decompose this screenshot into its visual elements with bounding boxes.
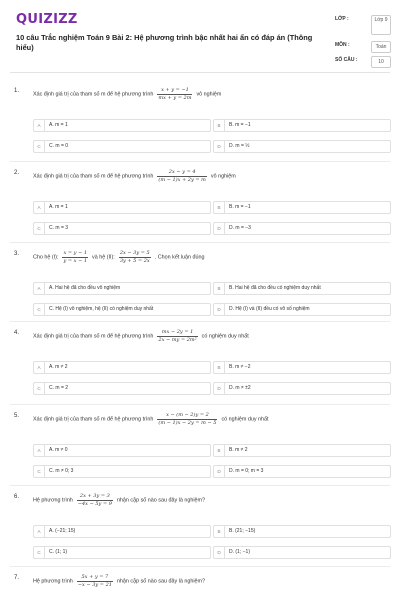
question-text-before: Hệ phương trình bbox=[33, 578, 73, 585]
option-text: C. m ≠ 0; 3 bbox=[49, 468, 74, 474]
answer-option-d[interactable] bbox=[213, 303, 391, 316]
answer-option-c[interactable] bbox=[33, 465, 211, 478]
question-number: 7. bbox=[14, 575, 20, 581]
option-letter-box: B bbox=[214, 445, 225, 456]
option-letter-box: A bbox=[34, 526, 45, 537]
option-letter-box: C bbox=[34, 547, 45, 558]
answer-option-d[interactable] bbox=[213, 546, 391, 559]
quizizz-logo: QUIZIZZ bbox=[16, 12, 78, 27]
answer-option-a[interactable] bbox=[33, 201, 211, 214]
worksheet-title: 10 câu Trắc nghiệm Toán 9 Bài 2: Hệ phương trình bậc nhất hai ẩn có đáp án (Thông hiểu) bbox=[16, 33, 313, 52]
system-equation: mx − 2y = 1 bbox=[157, 329, 197, 337]
system-equation: 2x − 3y = 5 bbox=[119, 250, 150, 256]
option-text: B. m ≠ −2 bbox=[229, 364, 251, 370]
equation-system bbox=[157, 329, 197, 344]
question-number: 3. bbox=[14, 251, 20, 257]
question-text-after: nhận cặp số nào sau đây là nghiệm? bbox=[116, 578, 206, 585]
question-text bbox=[33, 250, 205, 265]
answer-option-a[interactable] bbox=[33, 525, 211, 538]
system-equation: 5x + y = 7 bbox=[77, 574, 113, 582]
equation-system-2 bbox=[119, 250, 151, 265]
option-letter-box: D bbox=[214, 547, 225, 558]
option-letter-box: D bbox=[214, 304, 225, 315]
system-equation: −4x − 5y = 9 bbox=[77, 501, 112, 507]
option-text: A. Hai hệ đã cho đều vô nghiệm bbox=[49, 285, 121, 291]
class-label: LỚP : bbox=[335, 16, 349, 22]
answer-option-a[interactable] bbox=[33, 444, 211, 457]
system-equation: y = x − 1 bbox=[63, 258, 88, 264]
answer-option-b[interactable] bbox=[213, 119, 391, 132]
question-text-after: có nghiệm duy nhất bbox=[201, 333, 249, 340]
answer-option-d[interactable] bbox=[213, 140, 391, 153]
question-text bbox=[33, 574, 205, 589]
question-text-before: Xác định giá trị của tham số m để hệ phương trình bbox=[33, 416, 154, 423]
question-number: 5. bbox=[14, 413, 20, 419]
question-text bbox=[33, 169, 236, 184]
option-text: A. (−21; 15) bbox=[49, 528, 76, 534]
answer-option-c[interactable] bbox=[33, 546, 211, 559]
option-text: D. m = −3 bbox=[229, 225, 251, 231]
answer-option-d[interactable] bbox=[213, 382, 391, 395]
answer-option-a[interactable] bbox=[33, 119, 211, 132]
system-equation: mx + y = 2m bbox=[158, 95, 192, 101]
option-text: A. m = 1 bbox=[49, 204, 68, 210]
question-text-before: Xác định giá trị của tham số m để hệ phương trình bbox=[33, 91, 154, 98]
question-text-before: Xác định giá trị của tham số m để hệ phương trình bbox=[33, 333, 154, 340]
subject-label: MÔN : bbox=[335, 42, 350, 48]
option-text: A. m = 1 bbox=[49, 122, 68, 128]
option-letter-box: D bbox=[214, 383, 225, 394]
answer-option-b[interactable] bbox=[213, 525, 391, 538]
option-text: C. Hệ (I) vô nghiệm, hệ (II) có nghiệm duy nhất bbox=[49, 306, 154, 312]
system-equation: −x − 3y = 21 bbox=[77, 582, 112, 588]
equation-system bbox=[157, 87, 192, 102]
system-equation: 3y + 5 = 2x bbox=[119, 258, 150, 264]
answer-option-c[interactable] bbox=[33, 303, 211, 316]
option-letter-box: D bbox=[214, 141, 225, 152]
equation-system bbox=[157, 169, 207, 184]
system-equation: x + y = −1 bbox=[157, 87, 192, 95]
option-text: C. m = 2 bbox=[49, 385, 69, 391]
question-divider bbox=[10, 161, 390, 162]
question-text bbox=[33, 329, 249, 344]
answer-option-d[interactable] bbox=[213, 222, 391, 235]
option-text: B. m ≠ 2 bbox=[229, 447, 248, 453]
question-divider bbox=[10, 242, 390, 243]
system-equation: 2x − y = 4 bbox=[157, 169, 207, 177]
option-letter-box: C bbox=[34, 141, 45, 152]
answer-option-b[interactable] bbox=[213, 282, 391, 295]
option-letter-box: B bbox=[214, 362, 225, 373]
option-text: B. Hai hệ đã cho đều có nghiệm duy nhất bbox=[229, 285, 321, 291]
question-number: 6. bbox=[14, 494, 20, 500]
answer-option-b[interactable] bbox=[213, 361, 391, 374]
question-text bbox=[33, 493, 205, 508]
answer-option-b[interactable] bbox=[213, 201, 391, 214]
option-text: A. m ≠ 0 bbox=[49, 447, 68, 453]
question-text-after: có nghiệm duy nhất bbox=[221, 416, 269, 423]
count-label: SỐ CÂU : bbox=[335, 57, 358, 63]
option-letter-box: C bbox=[34, 466, 45, 477]
question-divider bbox=[10, 321, 390, 322]
option-text: D. m = 0; m = 3 bbox=[229, 468, 264, 474]
question-number: 4. bbox=[14, 330, 20, 336]
system-equation: 2x + 3y = 3 bbox=[77, 493, 113, 501]
option-letter-box: C bbox=[34, 304, 45, 315]
header-divider bbox=[10, 72, 390, 73]
option-text: B. m = −1 bbox=[229, 204, 251, 210]
question-text bbox=[33, 87, 221, 102]
answer-option-c[interactable] bbox=[33, 140, 211, 153]
count-value: 10 bbox=[371, 56, 391, 68]
option-letter-box: D bbox=[214, 223, 225, 234]
option-letter-box: A bbox=[34, 120, 45, 131]
option-text: C. m = 0 bbox=[49, 143, 69, 149]
option-text: B. m = −1 bbox=[229, 122, 251, 128]
option-text: A. m ≠ 2 bbox=[49, 364, 68, 370]
system-equation: 2x − my = 2m² bbox=[158, 337, 197, 343]
question-number: 2. bbox=[14, 170, 20, 176]
option-text: D. Hệ (I) và (II) đều có vô số nghiệm bbox=[229, 306, 310, 312]
equation-system bbox=[62, 250, 88, 265]
answer-option-a[interactable] bbox=[33, 282, 211, 295]
option-text: B. (21; −15) bbox=[229, 528, 256, 534]
option-text: D. m ≠ ±2 bbox=[229, 385, 251, 391]
question-text-after: . Chọn kết luận đúng bbox=[154, 254, 205, 261]
equation-system bbox=[77, 493, 113, 508]
option-letter-box: B bbox=[214, 202, 225, 213]
option-letter-box: A bbox=[34, 283, 45, 294]
option-letter-box: A bbox=[34, 362, 45, 373]
system-equation: (m − 1)x − 2y = m − 5 bbox=[158, 420, 217, 426]
question-divider bbox=[10, 404, 390, 405]
option-text: D. m = ½ bbox=[229, 143, 250, 149]
equation-system bbox=[157, 412, 217, 427]
system-equation: x − (m − 2)y = 2 bbox=[157, 412, 217, 420]
question-divider bbox=[10, 485, 390, 486]
answer-option-b[interactable] bbox=[213, 444, 391, 457]
option-text: D. (1; −1) bbox=[229, 549, 250, 555]
answer-option-a[interactable] bbox=[33, 361, 211, 374]
option-text: C. (1; 1) bbox=[49, 549, 68, 555]
option-letter-box: A bbox=[34, 202, 45, 213]
option-letter-box: C bbox=[34, 383, 45, 394]
question-text-before: Hệ phương trình bbox=[33, 497, 73, 504]
question-text-before: Xác định giá trị của tham số m để hệ phương trình bbox=[33, 173, 154, 180]
option-letter-box: B bbox=[214, 526, 225, 537]
question-text-middle: và hệ (II): bbox=[92, 254, 115, 261]
option-letter-box: B bbox=[214, 120, 225, 131]
question-text-after: nhận cặp số nào sau đây là nghiệm? bbox=[116, 497, 206, 504]
question-text-after: vô nghiệm bbox=[210, 173, 236, 180]
class-value: Lớp 9 bbox=[371, 15, 391, 35]
option-letter-box: C bbox=[34, 223, 45, 234]
answer-option-c[interactable] bbox=[33, 222, 211, 235]
option-text: C. m = 3 bbox=[49, 225, 69, 231]
option-letter-box: B bbox=[214, 283, 225, 294]
question-divider bbox=[10, 566, 390, 567]
question-number: 1. bbox=[14, 88, 20, 94]
answer-option-d[interactable] bbox=[213, 465, 391, 478]
question-text-after: vô nghiệm bbox=[196, 91, 222, 98]
question-text bbox=[33, 412, 269, 427]
system-equation: (m − 1)x + 2y = m bbox=[158, 177, 206, 183]
system-equation: x = y − 1 bbox=[63, 250, 88, 256]
equation-system bbox=[77, 574, 113, 589]
subject-value: Toán bbox=[371, 41, 391, 53]
option-letter-box: D bbox=[214, 466, 225, 477]
option-letter-box: A bbox=[34, 445, 45, 456]
question-text-before: Cho hệ (I): bbox=[33, 254, 59, 261]
answer-option-c[interactable] bbox=[33, 382, 211, 395]
